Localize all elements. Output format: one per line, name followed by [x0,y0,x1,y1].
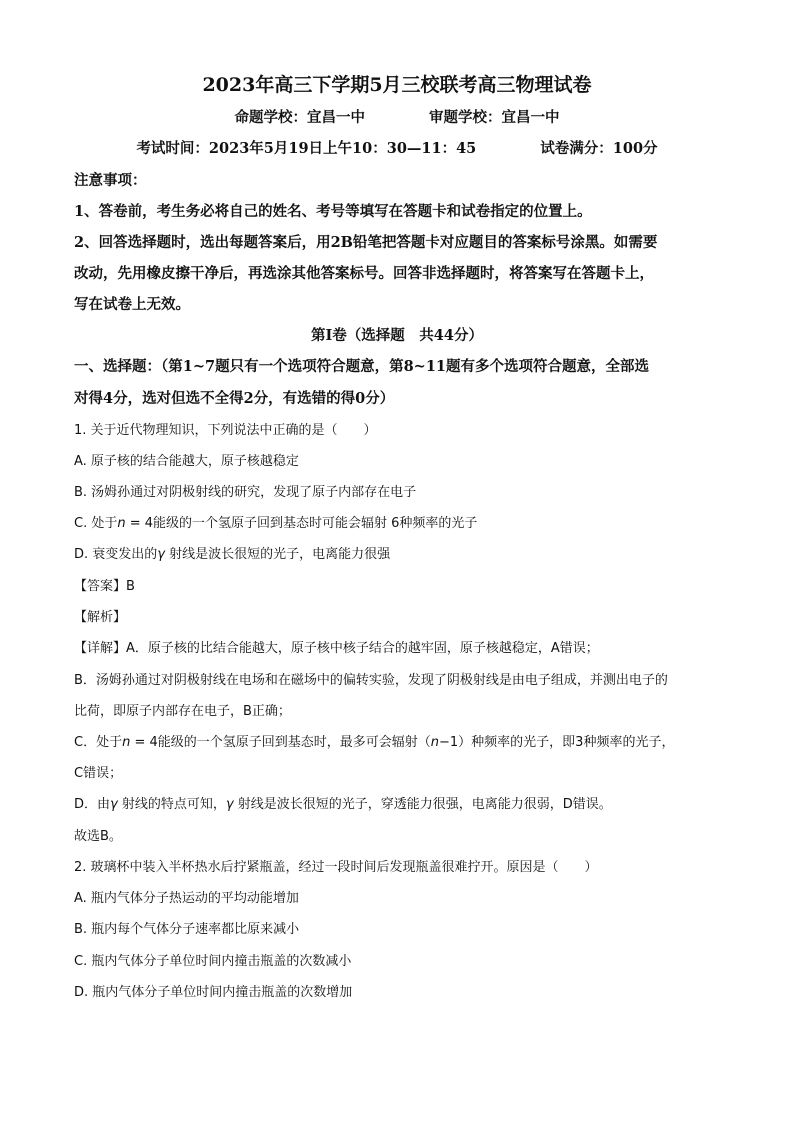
q1-detail-d: D．由γ 射线的特点可知，γ 射线是波长很短的光子，穿透能力很强，电离能力很弱，D错误。 [74,797,612,812]
notice-item-2-line-3: 写在试卷上无效。 [74,296,190,313]
proposer: 命题学校：宜昌一中 [234,109,365,126]
q1-analysis-label: 【解析】 [74,610,127,625]
answer-label: 【答案】 [74,579,127,594]
q1-detail-b-line-1: B．汤姆孙通过对阴极射线在电场和在磁场中的偏转实验，发现了阴极射线是由电子组成，并测出电子的 [74,673,668,688]
q2-option-c: C. 瓶内气体分子单位时间内撞击瓶盖的次数减小 [74,954,352,969]
section-intro-line-2: 对得4分，选对但选不全得2分，有选错的得0分） [74,390,395,407]
exam-title: 2023年高三下学期5月三校联考高三物理试卷 [202,74,592,96]
school-info [0,108,794,128]
q2-option-d: D. 瓶内气体分子单位时间内撞击瓶盖的次数增加 [74,985,353,1000]
q2-option-b: B. 瓶内每个气体分子速率都比原来减小 [74,922,300,937]
full-score: 试卷满分：100分 [540,140,658,157]
q1-detail-c-line-2: C错误； [74,766,123,781]
q2-option-a: A. 瓶内气体分子热运动的平均动能增加 [74,891,299,906]
q1-detail-b-line-2: 比荷，即原子内部存在电子，B正确； [74,704,291,719]
q1-answer [74,577,135,597]
q2-stem: 2. 玻璃杯中装入半杯热水后拧紧瓶盖，经过一段时间后发现瓶盖很难拧开。原因是（ ） [74,860,598,875]
q1-option-c: C. 处于n = 4能级的一个氢原子回到基态时可能会辐射 6种频率的光子 [74,516,478,531]
notice-heading: 注意事项： [74,172,147,189]
answer-value: B [126,579,135,594]
section-intro-line-1: 一、选择题：（第1~7题只有一个选项符合题意，第8~11题有多个选项符合题意，全部选 [74,358,649,375]
reviewer: 审题学校：宜昌一中 [429,109,560,126]
section-title: 第Ⅰ卷（选择题 共44分） [311,327,483,344]
exam-time-info [0,139,794,159]
q1-option-d: D. 衰变发出的γ 射线是波长很短的光子，电离能力很强 [74,547,391,562]
notice-item-2-line-2: 改动，先用橡皮擦干净后，再选涂其他答案标号。回答非选择题时，将答案写在答题卡上， [74,265,654,282]
q1-conclusion: 故选B。 [74,829,122,844]
q1-detail-a: 【详解】A．原子核的比结合能越大，原子核中核子结合的越牢固，原子核越稳定，A错误； [74,641,599,656]
q1-stem: 1. 关于近代物理知识，下列说法中正确的是（ ） [74,423,377,438]
exam-time: 考试时间：2023年5月19日上午10：30—11：45 [136,140,477,157]
q1-detail-c-line-1: C．处于n = 4能级的一个氢原子回到基态时，最多可会辐射（n−1）种频率的光子，即3种频率的光子， [74,735,675,750]
q1-option-b: B. 汤姆孙通过对阴极射线的研究，发现了原子内部存在电子 [74,485,417,500]
notice-item-1: 1、答卷前，考生务必将自己的姓名、考号等填写在答题卡和试卷指定的位置上。 [74,203,592,220]
notice-item-2-line-1: 2、回答选择题时，选出每题答案后，用2B铅笔把答题卡对应题目的答案标号涂黑。如需要 [74,234,658,251]
q1-option-a: A. 原子核的结合能越大，原子核越稳定 [74,454,299,469]
